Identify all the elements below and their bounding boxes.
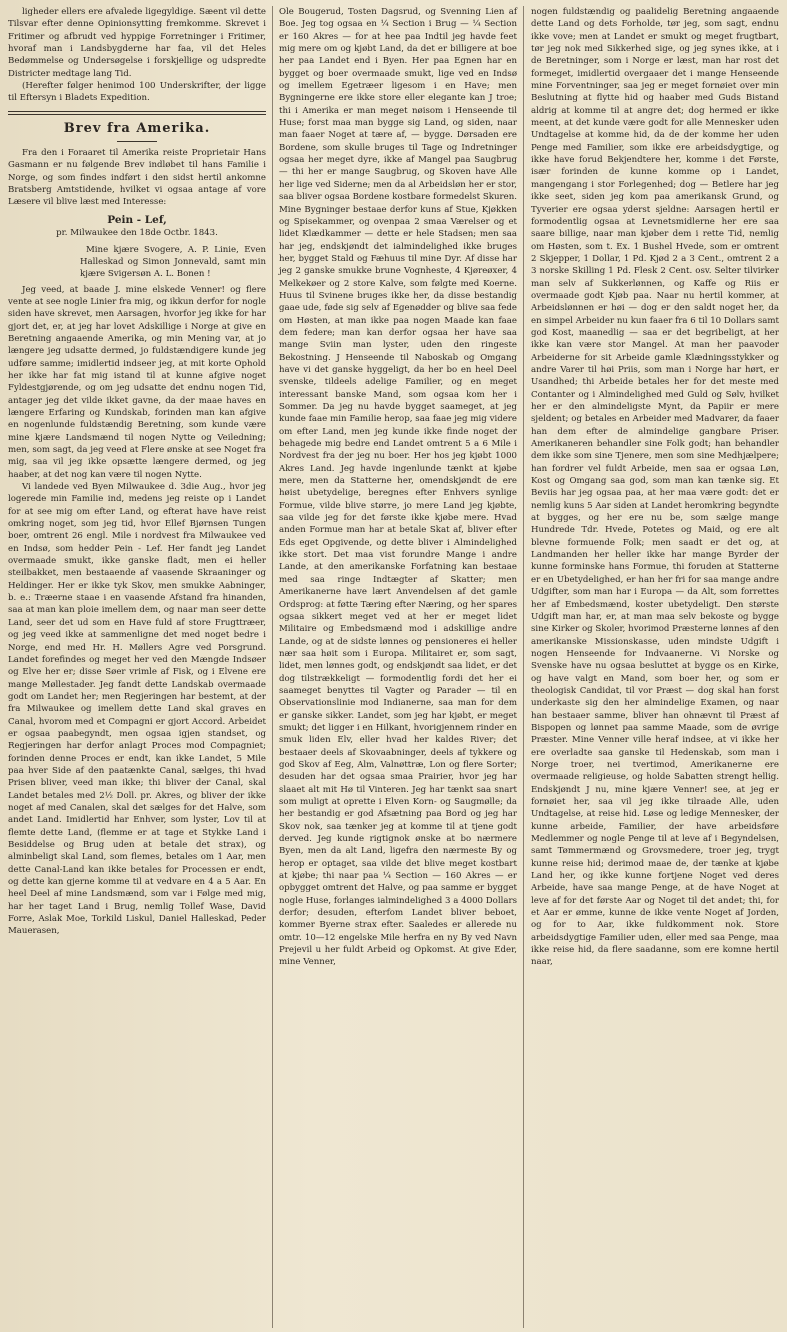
letter-salutation: Mine kjære Svogere, A. P. Linie, Even Halleskad og Simon Jonnevald, samt min kjære Svigersøn A. L. Bonen ! bbox=[80, 244, 266, 280]
letter-paragraph: Ole Bougerud, Tosten Dagsrud, og Svenning Lien af Boe. Jeg tog ogsaa en ¼ Section i Brug — ¼ Section er 160 Akres — for at hee paa Indtil jeg havde feet mig mere om og kjøbt Land, da det er billigere at boe her paa Landet end i Byen. Her paa Egnen har en bygget og boer overmaade smukt, lige ved en Indsø og imellem Egetræer ligesom i en Have; men Bygningerne ere ikke store eller elegante kan J troe; thi i Amerika er man meget nøisom i Henseende til Huse; forst maa man bygge sig Land, og siden, naar man faaer Noget at tære af, — bygge. Dørsaden ere Bordene, som skulle bruges til Tage og Indretninger ogsaa her meget dyre, ikke af Mangel paa Saugbrug — thi her er mange Saugbrug, og Skoven have Alle her lige ved Siderne; men da al Arbeidsløn her er stor, saa bliver ogsaa Bordene kostbare formedelst Skuren. Mine Bygninger bestaae derfor kuns af Stue, Kjøkken og Spisekammer, og ovenpaa 2 smaa Værelser og et lidet Klædkammer — dette er hele Stadsen; men saa har jeg, endskjøndt det ialmindelighed ikke bruges her, bygget Stald og Fæhuus til mine Dyr. Af disse har jeg 2 ganske smukke brune Vognheste, 4 Kjøreøxer, 4 Melkekøer og 2 store Kalve, som følgte med Koerne. Huus til Svinene bruges ikke her, da disse bestandig gaae ude, føde sig selv af Egenødder og blive saa fede om Høsten, at man ikke paa nogen Maade kan faae dem federe; man kan derfor ogsaa her have saa mange Sviin man lyster, uden den ringeste Bekostning. J Henseende til Naboskab og Omgang have vi det ganske hyggeligt, da her bo en heel Deel svenske, tildeels adelige Familier, og en meget interessant banske Mand, som ogsaa kom her i Sommer. Da jeg nu havde bygget saameget, at jeg kunde faae min Familie herop, saa faae jeg mig videre om efter Land, men jeg kunde ikke finde noget der behagede mig bedre end Landet omtrent 5 a 6 Mile i Nordvest fra der jeg nu boer. Her hos jeg kjøbt 1000 Akres Land. Jeg havde ingenlunde tænkt at kjøbe mere, men da Statterne her, omendskjøndt de ere høist ubetydelige, beregnes efter Enhvers synlige Formue, vilde blive større, jo mere Land jeg kjøbte, saa vilde jeg for det første ikke kjøbe mere. Hvad anden Formue man har at betale Skat af, bliver efter Eds eget Opgivende, og dette bliver i Almindelighed ikke stort. Det maa vist forundre Mange i andre Lande, at den amerikanske Forfatning kan bestaae med saa ringe Indtægter af Skatter; men Amerikanerne have lært Anvendelsen af det gamle Ordsprog: at føtte Tæring efter Næring, og her spares ogsaa sikkert meget ved at her er meget lidet Militaire og Embedsmænd mod i adskillige andre Lande, og at de sidste lønnes og pensioneres ei heller nær saa høit som i Europa. Militairet er, som sagt, lidet, men lønnes godt, og endskjøndt saa lidet, er det dog tilstrækkeligt — formodentlig fordi det her ei saameget benyttes til Vagter og Parader — til en Observationslinie mod Indianerne, saa man for dem er ganske sikker. Landet, som jeg har kjøbt, er meget smukt; det ligger i en Hilkant, hvorigjennem rinder en smuk liden Elv, eller hvad her kaldes River; det bestaaer deels af Skovaabninger, deels af tykkere og god Skov af Eeg, Alm, Valnøttræ, Lon og flere Sorter; desuden har det ogsaa smaa Prairier, hvor jeg har slaaet alt mit Hø til Vinteren. Jeg har tænkt saa snart som muligt at oprette i Elven Korn- og Saugmølle; da her bestandig er god Afsætning paa Bord og jeg har Skov nok, saa tænker jeg at komme til at tjene godt derved. Jeg kunde rigtignok ønske at bo nærmere Byen, men da alt Land, ligefra den nærmeste By og herop er optaget, saa vilde det blive meget kostbart at kjøbe; thi naar paa ¼ Section — 160 Akres — er opbygget omtrent det Halve, og paa samme er bygget nogle Huse, forlanges ialmindelighed 3 a 4000 Dollars derfor; desuden, efterfom Landet bliver beboet, kommer Byerne strax efter. Saaledes er allerede nu omtr. 10—12 engelske Mile herfra en ny By ved Navn Prejevil u her fuldt Arbeid og Opkomst. At give Eder, mine Venner, bbox=[279, 7, 517, 968]
letter-paragraph: nogen fuldstændig og paalidelig Beretning angaaende dette Land og dets Forholde, tør jeg, som sagt, endnu ikke vove; men at Landet er smukt og meget frugtbart, tør jeg nok med Sikkerhed sige, og jeg synes ikke, at i de Beretninger, som i Norge er læst, man har rost det formeget, imidlertid overgaaer det i mange Henseende mine Forventninger, saa jeg er meget fornøiet over min Beslutning at flytte hid og haaber med Guds Bistand aldrig at komme til at angre det; dog hermed er ikke meent, at det kunde være godt for alle Mennesker uden Undtagelse at komme hid, da de der komme her uden Penge med Familier, som ikke ere arbeidsdygtige, og ikke have forud Bekjendtere her, komme i det Første, især forinden de kunne komme op i Landet, mangengang i stor Forlegenhed; dog — Betlere har jeg ikke seet, siden jeg kom paa amerikansk Grund, og Tyverier ere ogsaa yderst sjeldne: Aarsagen hertil er formodentlig ogsaa at Levnetsmidlerne her ere saa saare billige, naar man kjøber dem i rette Tid, nemlig om Høsten, som t. Ex. 1 Bushel Hvede, som er omtrent 2 Skjepper, 1 Dollar, 1 Pd. Kjød 2 a 3 Cent., omtrent 2 a 3 norske Skilling 1 Pd. Flesk 2 Cent. osv. Selter tilvirker man selv af Sukkerlønnen, og Kaffe og Riis er overmaade godt Kjøb paa. Naar nu hertil kommer, at Arbeidslønnen er høi — dog er den saldt noget her, da en simpel Arbeider nu kun faaer fra 6 til 10 Dollars samt god Kost, maanedlig — saa er det begribeligt, at her ikke kan være stor Mangel. At man her paavoder Arbeiderne for sit Arbeide gamle Klædningsstykker og andre Varer til høi Priis, som man i Norge har hørt, er Usandhed; thi Arbeide betales her for det meste med Contanter og i Almindelighed med Guld og Sølv, hvilket her er den almindeligste Mynt, da Papiir er mere sjeldent; og betales en Arbeider med Madvarer, da faaer han dem efter de almindelige gangbare Priser. Amerikaneren behandler sine Folk godt; han behandler dem ikke som sine Tjenere, men som sine Medhjælpere; han fordrer vel fuldt Arbeide, men saa er ogsaa Løn, Kost og Omgang saa god, som man kan tænke sig. Et Beviis har jeg ogsaa paa, at her maa være godt: det er nemlig kuns 5 Aar siden at Landet heromkring begyndte at bygges, og her ere nu be, som sælge mange Hundrede Tdr. Hvede, Potetes og Maid, og ere alt blevne formuende Folk; men saadt er det og, at Landmanden her heller ikke har mange Byrder der kunne forminske hans Formue, thi foruden at Statterne er en Ubetydelighed, er han her fri for saa mange andre Udgifter, som man har i Europa — da Alt, som forrettes her af Embedsmænd, koster ubetydeligt. Den største Udgift man har, er, at man maa selv bekoste og bygge sine Kirker og Skoler, hvorimod Præsterne lønnes af den amerikanske Missionskasse, uden mindste Udgift i nogen Henseende for Indvaanerne. Vi Norske og Svenske have nu ogsaa besluttet at bygge os en Kirke, og have valgt en Mand, som boer her, og som er theologisk Candidat, til vor Præst — dog skal han forst underkaste sig den her almindelige Examen, og naar han bestaaer samme, bliver han ohnævnt til Præst af Bispopen og lønnet paa samme Maade, som de øvrige Præster. Mine Venner ville heraf indsee, at vi ikke her ere overladte saa ganske til Hedenskab, som man i Norge troer, nei tvertimod, Amerikanerne ere overmaade religieuse, og holde Sabatten strengt hellig. Endskjøndt J nu, mine kjære Venner! see, at jeg er fornøiet her, saa vil jeg ikke tilraade Alle, uden Undtagelse, at reise hid. Løse og ledige Mennesker, der kunne arbeide, Familier, der have arbeidsføre Medlemmer og nogle Penge til at leve af i Begyndelsen, samt Tømmermænd og Grovsmedere, troer jeg, trygt kunne reise hid; derimod maae de, der tænke at kjøbe Land her, og ikke kunne fortjene Noget ved deres Arbeide, have saa mange Penge, at de have Noget at leve af for det første Aar og Noget til det andet; thi, for et Aar er ømme, kunne de ikke vente Noget af Jorden, og for to Aar, ikke fuldkomment nok. Store arbeidsdygtige Familier uden, eller med saa Penge, maa ikke reise hid, da flere saadanne, som ere komne hertil naar, bbox=[531, 7, 779, 968]
intro-paragraph: ligheder ellers ere afvalede ligegyldige. Sæent vil dette Tilsvar efter denne Opinionsytting fremkomme. Skrevet i Fritimer og afbrudt ved hyppige Forretninger i Fritimer, hvoraf man i Landsbygderne har faa, vil det Heles Bedømmelse og Undersøgelse i forskjellige og udspredte Districter medtage lang Tid. bbox=[8, 7, 266, 79]
column-2 bbox=[273, 6, 524, 1328]
section-divider bbox=[8, 111, 266, 115]
column-3 bbox=[524, 6, 779, 1328]
column-1 bbox=[8, 6, 273, 1328]
letter-paragraph: Jeg veed, at baade J. mine elskede Venner! og flere vente at see nogle Linier fra mig, og ikkun derfor for nogle siden have skrevet, men Aarsagen, hvorfor jeg ikke for har gjort det, er, at jeg har lovet Adskillige i Norge at give en Beretning angaaende Amerika, og min Mening var, at jo længere jeg udsatte dermed, jo fuldstændigere kunde jeg udføre samme; imidlertid indseer jeg, at mit korte Ophold her ikke har fat mig istand til at kunne afgive noget Fyldestgjørende, og om jeg udsatte det endnu nogen Tid, antager jeg det vilde ikket gavne, da der maae haves en længere Erfaring og Kundskab, forinden man kan afgive en nogenlunde fuldstændig Beretning, som kunde være mine kjære Landsmænd til nogen Nytte og Veiledning; men, som sagt, da jeg veed at Flere ønske at see Noget fra mig, saa vil jeg ikke opsætte længere dermed, og jeg haaber, at det nog kan være til nogen Nytte. bbox=[8, 284, 266, 480]
signature-note: (Herefter følger henimod 100 Underskrifter, der ligge til Eftersyn i Bladets Expedition. bbox=[8, 81, 266, 104]
article-title: Brev fra Amerika. bbox=[63, 120, 211, 136]
letter-dateline: pr. Milwaukee den 18de Octbr. 1843. bbox=[56, 228, 218, 239]
letter-location: Pein - Lef, bbox=[107, 213, 167, 226]
letter-paragraph: Vi landede ved Byen Milwaukee d. 3die Aug., hvor jeg logerede min Familie ind, medens jeg reiste op i Landet for at see mig om efter Land, og efterat have have reist omkring noget, som jeg tid, hvor Ellef Bjørnsen Tungen boer, omtrent 26 engl. Mile i nordvest fra Milwaukee ved en Indsø, som hedder Pein - Lef. Her fandt jeg Landet overmaade smukt, ikke ganske fladt, men ei heller steilbakket, men bestaaende af vaasende Skraaninger og Heldinger. Her er ikke tyk Skov, men smukke Aabninger, b. e.: Træerne staae i en vaasende Afstand fra hinanden, saa at man kan ploie imellem dem, og naar man seer dette Land, seer det ud som en Have fuld af store Frugttræer, og jeg veed ikke at sammenligne det med noget bedre i Norge, end med Hr. H. Møllers Agre ved Porsgrund. Landet forefindes og meget her ved den Mængde Indsøer og Elve her er; disse Søer vrimle af Fisk, og i Elvene ere mange Møllestader. Jeg fandt dette Landskab overmaade godt om Landet her; men Regjeringen har bestemt, at der fra Milwaukee og imellem dette Land skal graves en Canal, hvorom med et Compagni er gjort Accord. Arbeidet er ogsaa paabegyndt, men ogsaa igjen standset, og Regjeringen har derfor anlagt Proces mod Compagniet; forinden denne Proces er endt, kan ikke Landet, 5 Mile paa hver Side af den paatænkte Canal, sælges, thi hvad Prisen bliver, veed man ikke; thi bliver der Canal, skal Landet betales med 2½ Doll. pr. Akres, og bliver der ikke noget af med Canalen, skal det sælges for det Halve, som andet Land. Imidlertid har Enhver, som lyster, Lov til at flemte dette Land, (flemme er at tage et Stykke Land i Besiddelse og Brug uden at betale det strax), og alminbeligt skal Land, som flemes, betales om 1 Aar, men dette Canal-Land kan ikke betales for Processen er endt, og dette kan gjerne komme til at vedvare en 4 a 5 Aar. En heel Deel af mine Landsmænd, som var i Følge med mig, har her taget Land i Brug, nemlig Tollef Wase, David Forre, Aslak Moe, Torkild Liskul, Daniel Halleskad, Peder Mauerasen, bbox=[8, 482, 266, 937]
text-columns bbox=[8, 6, 779, 1328]
title-rule bbox=[117, 141, 157, 142]
article-intro: Fra den i Foraaret til Amerika reiste Proprietair Hans Gasmann er nu følgende Brev indløbet til hans Familie i Norge, og som findes indført i den sidst hertil ankomne Bratsberg Amtstidende, hvilket vi ogsaa antage af vore Læsere vil blive læst med Interesse: bbox=[8, 148, 266, 208]
